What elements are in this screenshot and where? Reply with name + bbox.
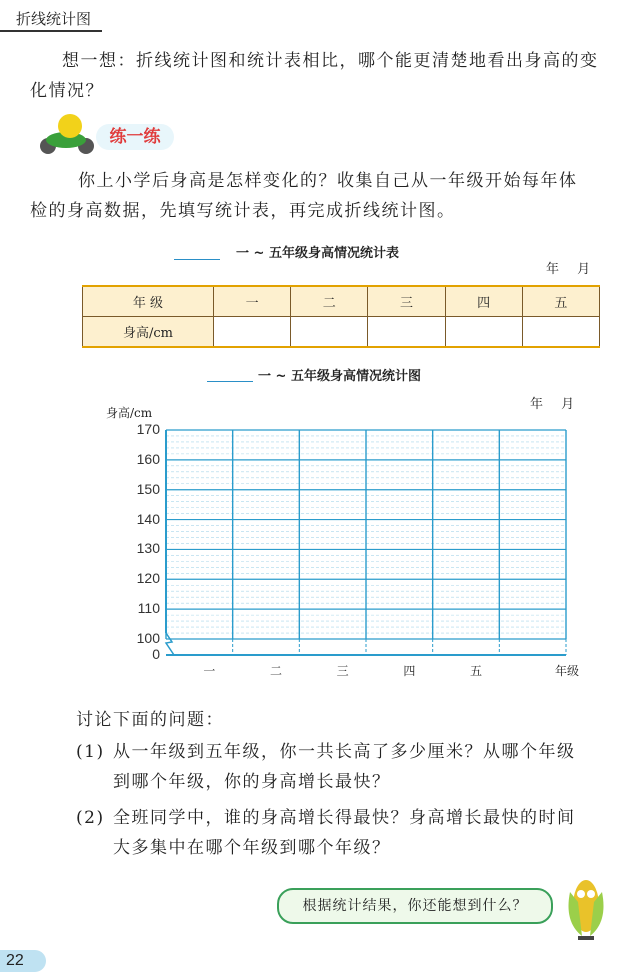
speech-bubble: 根据统计结果，你还能想到什么？ [277, 888, 553, 924]
think-line-1: 想一想：折线统计图和统计表相比，哪个能更清楚地看出身高的变 [62, 51, 599, 71]
practice-badge: 练一练 [96, 124, 174, 150]
q1-number: (1) [76, 742, 105, 762]
x-tick-label: 五 [469, 664, 482, 678]
q2-line-2: 大多集中在哪个年级到哪个年级？ [113, 838, 391, 858]
x-tick-label: 一 [203, 664, 216, 678]
q2-number: (2) [76, 808, 105, 828]
y-tick-label: 130 [136, 540, 160, 557]
col-header: 二 [291, 286, 368, 317]
y-tick-label: 170 [136, 421, 160, 437]
col-header: 一 [214, 286, 291, 317]
y-tick-label: 150 [136, 480, 160, 497]
y-tick-label: 140 [136, 510, 160, 527]
x-tick-label: 三 [336, 664, 349, 678]
y-tick-label: 0 [152, 646, 160, 662]
q1-line-2: 到哪个年级，你的身高增长最快？ [113, 772, 391, 792]
practice-line-1: 你上小学后身高是怎样变化的？收集自己从一年级开始每年体 [78, 171, 578, 191]
x-tick-label: 二 [269, 664, 282, 678]
q2-line-1: 全班同学中，谁的身高增长得最快？身高增长最快的时间 [113, 808, 576, 828]
row-label: 身高/cm [83, 317, 214, 348]
table-title: 一 ~ 五年级身高情况统计表 [236, 246, 399, 261]
col-header: 五 [522, 286, 599, 317]
think-line-2: 化情况？ [30, 81, 104, 101]
x-tick-label: 四 [403, 664, 416, 678]
y-tick-label: 160 [136, 450, 160, 467]
page-number: 22 [0, 950, 46, 972]
table-date: 年 月 [546, 262, 591, 277]
section-header: 折线统计图 [16, 10, 92, 28]
row-header: 年 级 [83, 286, 214, 317]
axis-break-mark [166, 633, 174, 655]
practice-line-2: 检的身高数据，先填写统计表，再完成折线统计图。 [30, 201, 456, 221]
y-axis-label: 身高/cm [106, 406, 153, 420]
chart-date: 年 月 [530, 397, 575, 412]
discussion-title: 讨论下面的问题： [76, 710, 224, 730]
y-tick-label: 120 [136, 570, 160, 587]
q1-line-1: 从一年级到五年级，你一共长高了多少厘米？从哪个年级 [113, 742, 576, 762]
x-axis-label: 年级 [554, 664, 579, 678]
y-tick-label: 110 [137, 600, 160, 617]
col-header: 四 [445, 286, 522, 317]
chart-title: 一 ~ 五年级身高情况统计图 [258, 369, 421, 384]
col-header: 三 [368, 286, 445, 317]
y-tick-label: 100 [136, 630, 160, 646]
corn-mascot-icon [560, 862, 612, 944]
